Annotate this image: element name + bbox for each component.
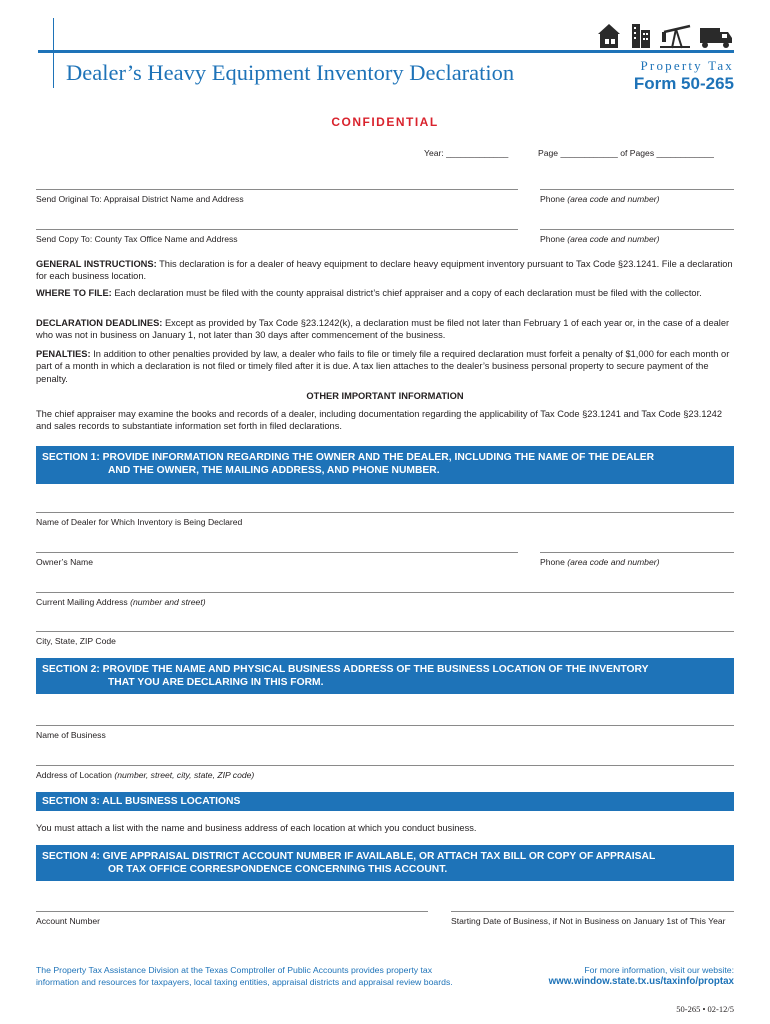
city-state-zip-label: City, State, ZIP Code (36, 636, 116, 646)
business-name-line[interactable] (36, 725, 734, 726)
phone-line-2[interactable] (540, 229, 734, 230)
footer-desc-line1: The Property Tax Assistance Division at the Texas Comptroller of Public Accounts provides property tax (36, 965, 433, 975)
phone-line-1[interactable] (540, 189, 734, 190)
confidential-label: CONFIDENTIAL (331, 115, 439, 129)
owner-name-label: Owner’s Name (36, 557, 93, 567)
location-address-line[interactable] (36, 765, 734, 766)
dealer-name-line[interactable] (36, 512, 734, 513)
declaration-deadlines: DECLARATION DEADLINES: Except as provided by Tax Code §23.1242(k), a declaration must be filed not later than February 1 of each year or, in the case of a dealer who was not in business on January 1, not later than 30 days after commencement of the business. (36, 318, 730, 341)
house-icon (598, 24, 620, 48)
owner-name-line[interactable] (36, 552, 518, 553)
header-blue-bar (38, 50, 734, 53)
start-date-label: Starting Date of Business, if Not in Business on January 1st of This Year (451, 916, 726, 926)
section-4-line2: OR TAX OFFICE CORRESPONDENCE CONCERNING THIS ACCOUNT. (108, 864, 448, 875)
section-4-header (36, 845, 734, 881)
start-date-line[interactable] (451, 911, 734, 912)
page-field[interactable]: Page ____________ of Pages ____________ (538, 148, 714, 158)
section-2-line1: SECTION 2: PROVIDE THE NAME AND PHYSICAL BUSINESS ADDRESS OF THE BUSINESS LOCATION OF THE INVENTORY (42, 664, 649, 675)
footer-website (500, 964, 734, 988)
footer-desc-line2: information and resources for taxpayers, local taxing entities, appraisal districts and appraisal review boards. (36, 977, 453, 987)
other-info-text: The chief appraiser may examine the books and records of a dealer, including documentation regarding the applicability of Tax Code §23.1241 and Tax Code §23.1242 and sales records to substantiate information set forth in filed declarations. (36, 409, 723, 432)
city-state-zip-line[interactable] (36, 631, 734, 632)
other-info-heading: OTHER IMPORTANT INFORMATION (306, 391, 464, 401)
mailing-address-line[interactable] (36, 592, 734, 593)
general-instructions: GENERAL INSTRUCTIONS: This declaration is for a dealer of heavy equipment to declare heavy equipment inventory pursuant to Tax Code §23.1241. File a declaration for each business location. (36, 259, 733, 282)
phone-label-1: Phone (area code and number) (540, 194, 660, 204)
section-3-text: You must attach a list with the name and business address of each location at which you conduct business. (36, 823, 477, 833)
footer-website-link[interactable]: www.window.state.tx.us/taxinfo/proptax (548, 976, 734, 987)
footer-description (36, 964, 506, 988)
section-2-line2: THAT YOU ARE DECLARING IN THIS FORM. (108, 677, 324, 688)
section-3-header (36, 792, 734, 811)
send-copy-line[interactable] (36, 229, 518, 230)
mailing-address-label: Current Mailing Address (number and street) (36, 597, 206, 607)
penalties: PENALTIES: In addition to other penalties provided by law, a dealer who fails to file or timely file a required declaration must forfeit a penalty of $1,000 for each month or part of a month in which a declaration is not filed or timely filed after it is due. A tax lien attaches to the dealer’s business personal property to secure payment of the penalty. (36, 349, 730, 384)
dealer-name-label: Name of Dealer for Which Inventory is Being Declared (36, 517, 243, 527)
oil-pump-icon (660, 26, 690, 48)
account-number-line[interactable] (36, 911, 428, 912)
form-number: Form 50-265 (633, 74, 734, 93)
account-number-label: Account Number (36, 916, 101, 926)
truck-icon (700, 28, 732, 48)
year-field[interactable]: Year: _____________ (424, 148, 509, 158)
send-original-label: Send Original To: Appraisal District Name and Address (36, 194, 244, 204)
property-icons (596, 18, 734, 50)
send-original-line[interactable] (36, 189, 518, 190)
phone-label-2: Phone (area code and number) (540, 234, 660, 244)
building-icon (632, 24, 650, 48)
form-category: Property Tax (640, 58, 734, 73)
business-name-label: Name of Business (36, 730, 106, 740)
owner-phone-line[interactable] (540, 552, 734, 553)
section-1-line1: SECTION 1: PROVIDE INFORMATION REGARDING THE OWNER AND THE DEALER, INCLUDING THE NAME OF THE DEALER (42, 452, 655, 463)
owner-phone-label: Phone (area code and number) (540, 557, 660, 567)
section-1-line2: AND THE OWNER, THE MAILING ADDRESS, AND PHONE NUMBER. (108, 465, 440, 476)
form-revision-code: 50-265 • 02-12/5 (676, 1004, 734, 1014)
location-address-label: Address of Location (number, street, city, state, ZIP code) (36, 770, 255, 780)
header-vertical-rule (53, 18, 54, 88)
section-2-header (36, 658, 734, 694)
section-4-line1: SECTION 4: GIVE APPRAISAL DISTRICT ACCOUNT NUMBER IF AVAILABLE, OR ATTACH TAX BILL OR COPY OF APPRAISAL (42, 851, 656, 862)
where-to-file: WHERE TO FILE: Each declaration must be filed with the county appraisal district’s chief appraiser and a copy of each declaration must be filed with the collector. (36, 288, 702, 298)
section-1-header (36, 446, 734, 484)
form-title: Dealer’s Heavy Equipment Inventory Declaration (66, 60, 515, 85)
footer-website-label: For more information, visit our website: (584, 965, 734, 975)
send-copy-label: Send Copy To: County Tax Office Name and Address (36, 234, 238, 244)
section-3-line1: SECTION 3: ALL BUSINESS LOCATIONS (42, 796, 241, 807)
